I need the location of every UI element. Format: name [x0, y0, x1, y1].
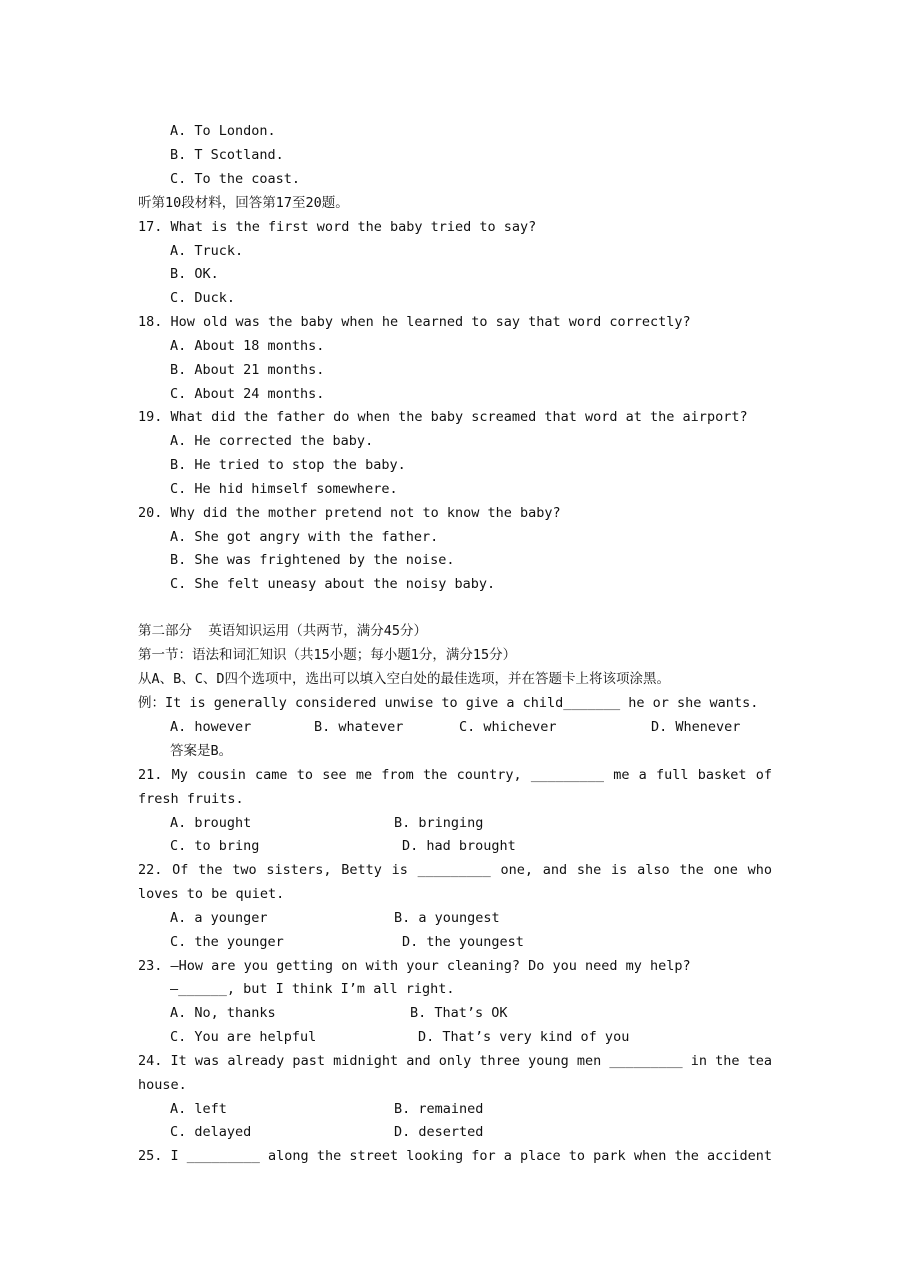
text-line: —______, but I think I’m all right.: [170, 981, 455, 997]
text-line: fresh fruits.: [138, 791, 244, 807]
text-line: A. About 18 months.: [170, 338, 325, 354]
text-line: 19. What did the father do when the baby screamed that word at the airport?: [138, 409, 748, 425]
answer-option: B. That’s OK: [410, 1005, 508, 1021]
answer-option: C. whichever: [459, 719, 557, 735]
answer-option: B. remained: [394, 1101, 484, 1117]
answer-option: A. No, thanks: [170, 1005, 276, 1021]
text-line: 答案是B。: [170, 743, 233, 759]
text-line: C. He hid himself somewhere.: [170, 481, 398, 497]
text-line: B. She was frightened by the noise.: [170, 552, 455, 568]
text-line: 23. —How are you getting on with your cleaning? Do you need my help?: [138, 958, 691, 974]
text-line: C. About 24 months.: [170, 386, 325, 402]
text-line: 24. It was already past midnight and only three young men _________ in the tea: [138, 1053, 772, 1069]
text-line: B. T Scotland.: [170, 147, 284, 163]
answer-option: C. delayed: [170, 1124, 252, 1140]
text-line: 第二部分 英语知识运用（共两节，满分45分）: [138, 623, 428, 639]
text-line: 18. How old was the baby when he learned to say that word correctly?: [138, 314, 691, 330]
text-line: 例：It is generally considered unwise to give a child_______ he or she wants.: [138, 695, 759, 711]
answer-option: D. the youngest: [402, 934, 524, 950]
text-line: 听第10段材料，回答第17至20题。: [138, 195, 349, 211]
text-line: house.: [138, 1077, 187, 1093]
text-line: B. He tried to stop the baby.: [170, 457, 406, 473]
answer-option: D. deserted: [394, 1124, 484, 1140]
text-line: 第一节：语法和词汇知识（共15小题；每小题1分，满分15分）: [138, 647, 517, 663]
answer-option: A. brought: [170, 815, 252, 831]
text-line: A. She got angry with the father.: [170, 529, 439, 545]
text-line: C. Duck.: [170, 290, 236, 306]
text-line: A. Truck.: [170, 243, 244, 259]
answer-option: A. a younger: [170, 910, 268, 926]
text-line: 21. My cousin came to see me from the country, _________ me a full basket of: [138, 767, 772, 783]
text-line: 17. What is the first word the baby tried to say?: [138, 219, 537, 235]
text-line: C. She felt uneasy about the noisy baby.: [170, 576, 496, 592]
answer-option: A. however: [170, 719, 252, 735]
text-line: C. To the coast.: [170, 171, 301, 187]
answer-option: B. whatever: [314, 719, 404, 735]
text-line: loves to be quiet.: [138, 886, 285, 902]
text-line: 25. I _________ along the street looking for a place to park when the accident: [138, 1148, 772, 1164]
text-line: 从A、B、C、D四个选项中，选出可以填入空白处的最佳选项，并在答题卡上将该项涂黑。: [138, 671, 671, 687]
text-line: A. He corrected the baby.: [170, 433, 374, 449]
answer-option: D. Whenever: [651, 719, 741, 735]
text-line: A. To London.: [170, 123, 276, 139]
text-line: B. OK.: [170, 266, 219, 282]
answer-option: C. to bring: [170, 838, 260, 854]
answer-option: A. left: [170, 1101, 227, 1117]
text-line: 22. Of the two sisters, Betty is _________ one, and she is also the one who: [138, 862, 772, 878]
answer-option: C. You are helpful: [170, 1029, 317, 1045]
answer-option: B. a youngest: [394, 910, 500, 926]
answer-option: B. bringing: [394, 815, 484, 831]
text-line: B. About 21 months.: [170, 362, 325, 378]
answer-option: D. That’s very kind of you: [418, 1029, 630, 1045]
text-line: 20. Why did the mother pretend not to know the baby?: [138, 505, 561, 521]
answer-option: C. the younger: [170, 934, 284, 950]
answer-option: D. had brought: [402, 838, 516, 854]
